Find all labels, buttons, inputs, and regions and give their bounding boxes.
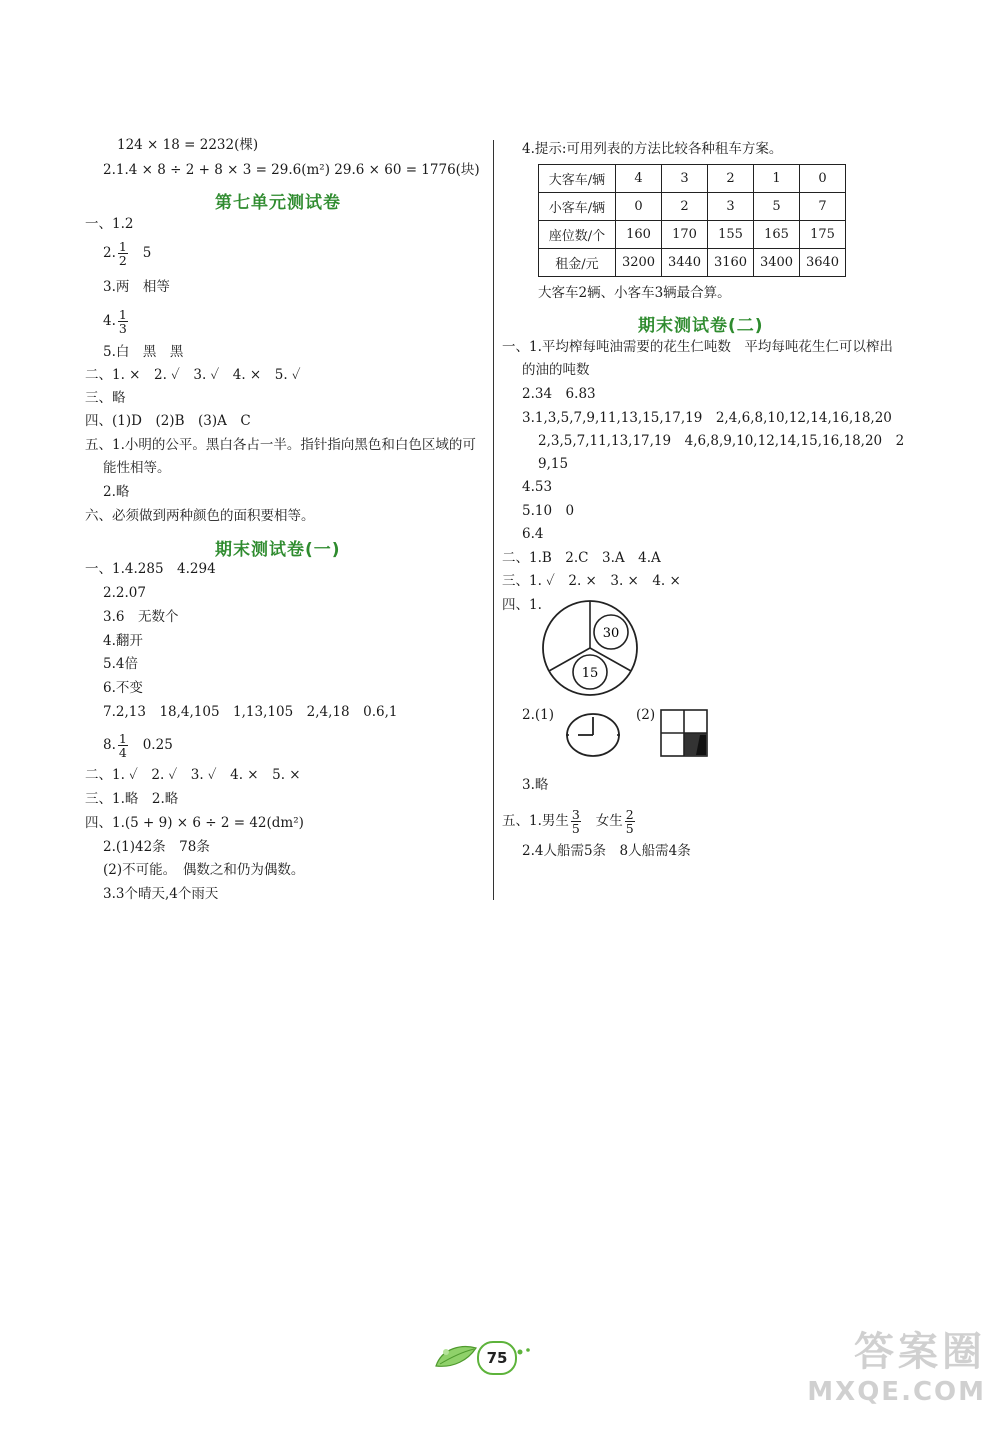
answer-line: 2,3,5,7,11,13,17,19 4,6,8,9,10,12,14,15,16,18,20 2 bbox=[538, 433, 905, 449]
answer-line: 三、略 bbox=[85, 390, 126, 406]
answer-line: 4. $\frac{1}{3}$ bbox=[103, 307, 127, 336]
answer-line: 2.(1) bbox=[522, 707, 555, 723]
answer-line: 2.34 6.83 bbox=[522, 386, 596, 402]
circle-diagram bbox=[540, 598, 640, 698]
table-cell: 3440 bbox=[662, 249, 708, 277]
table-cell: 3640 bbox=[800, 249, 846, 277]
table-cell: 5 bbox=[754, 193, 800, 221]
answer-line: 5.白 黑 黑 bbox=[103, 344, 184, 360]
table-cell: 3200 bbox=[616, 249, 662, 277]
section-title-unit7: 第七单元测试卷 bbox=[215, 193, 341, 213]
answer-line: 四、1.(5 + 9) × 6 ÷ 2 = 42(dm²) bbox=[85, 815, 304, 831]
answer-line: 五、1.小明的公平。黑白各占一半。指针指向黑色和白色区域的可 bbox=[85, 437, 476, 453]
fraction: $\frac{1}{2}$ bbox=[118, 239, 127, 268]
table-cell: 3 bbox=[708, 193, 754, 221]
section-title-final2: 期末测试卷(二) bbox=[638, 316, 764, 336]
table-row bbox=[539, 221, 846, 249]
answer-line: 3.1,3,5,7,9,11,13,15,17,19 2,4,6,8,10,12,14,16,18,20 bbox=[522, 410, 892, 426]
fraction: $\frac{1}{4}$ bbox=[118, 731, 127, 760]
answer-line: 6.4 bbox=[522, 526, 544, 542]
table-cell: 2 bbox=[662, 193, 708, 221]
table-cell: 155 bbox=[708, 221, 754, 249]
table-cell: 7 bbox=[800, 193, 846, 221]
answer-line: 2.4人船需5条 8人船需4条 bbox=[522, 843, 691, 859]
table-row bbox=[539, 165, 846, 193]
watermark-en: MXQE.COM bbox=[807, 1377, 986, 1407]
text-line: 4.提示:可用列表的方法比较各种租车方案。 bbox=[522, 141, 783, 157]
answer-line: 3.略 bbox=[522, 777, 549, 793]
table-cell: 0 bbox=[616, 193, 662, 221]
table-row-label: 租金/元 bbox=[539, 249, 616, 277]
text-line: 2.1.4 × 8 ÷ 2 + 8 × 3 = 29.6(m²) 29.6 × 60 = 1776(块) bbox=[103, 162, 480, 178]
table-cell: 175 bbox=[800, 221, 846, 249]
answer-line: 7.2,13 18,4,105 1,13,105 2,4,18 0.6,1 bbox=[103, 704, 398, 720]
answer-line: 一、1.平均榨每吨油需要的花生仁吨数 平均每吨花生仁可以榨出 bbox=[502, 339, 893, 355]
answer-line: 4.53 bbox=[522, 479, 553, 495]
table-row-label: 座位数/个 bbox=[539, 221, 616, 249]
answer-line: 2.(1)42条 78条 bbox=[103, 839, 210, 855]
answer-line: 六、必须做到两种颜色的面积要相等。 bbox=[85, 508, 315, 524]
circle-label: 15 bbox=[581, 666, 599, 681]
column-divider bbox=[493, 140, 494, 900]
answer-line: 4.翻开 bbox=[103, 633, 143, 649]
answer-line: 3.3个晴天,4个雨天 bbox=[103, 886, 219, 902]
rental-table bbox=[538, 164, 846, 277]
circle-label: 30 bbox=[602, 626, 620, 641]
answer-line: 五、1.男生 $\frac{3}{5}$ 女生 $\frac{2}{5}$ bbox=[502, 807, 634, 836]
answer-line: 二、1. ✓ 2. ✓ 3. ✓ 4. × 5. × bbox=[85, 767, 301, 783]
fraction: $\frac{3}{5}$ bbox=[571, 807, 580, 836]
answer-line: 5.10 0 bbox=[522, 503, 575, 519]
text-line: 大客车2辆、小客车3辆最合算。 bbox=[538, 285, 731, 301]
answer-line: 的油的吨数 bbox=[522, 362, 590, 378]
answer-line: 3.6 无数个 bbox=[103, 609, 179, 625]
answer-line: 能性相等。 bbox=[103, 460, 171, 476]
table-cell: 3400 bbox=[754, 249, 800, 277]
answer-line: 3.两 相等 bbox=[103, 279, 170, 295]
grid-square-diagram bbox=[660, 709, 710, 757]
table-row bbox=[539, 193, 846, 221]
table-row bbox=[539, 249, 846, 277]
table-cell: 4 bbox=[616, 165, 662, 193]
answer-line: 5.4倍 bbox=[103, 656, 138, 672]
answer-line: (2)不可能。 偶数之和仍为偶数。 bbox=[103, 862, 305, 878]
fraction: $\frac{1}{3}$ bbox=[118, 307, 127, 336]
answer-line: 8. $\frac{1}{4}$ 0.25 bbox=[103, 731, 173, 760]
fraction: $\frac{2}{5}$ bbox=[625, 807, 634, 836]
answer-line: 一、1.4.285 4.294 bbox=[85, 561, 216, 577]
answer-line: 二、1. × 2. ✓ 3. ✓ 4. × 5. ✓ bbox=[85, 367, 301, 383]
answer-line: 2.2.07 bbox=[103, 585, 146, 601]
answer-line: 6.不变 bbox=[103, 680, 143, 696]
clock-icon bbox=[564, 711, 622, 759]
table-cell: 3 bbox=[662, 165, 708, 193]
table-cell: 170 bbox=[662, 221, 708, 249]
table-cell: 1 bbox=[754, 165, 800, 193]
table-row-label: 大客车/辆 bbox=[539, 165, 616, 193]
answer-line: (2) bbox=[636, 707, 656, 723]
table-cell: 3160 bbox=[708, 249, 754, 277]
watermark-cn: 答案圈 bbox=[854, 1329, 986, 1375]
answer-line: 2. $\frac{1}{2}$ 5 bbox=[103, 239, 152, 268]
answer-line: 9,15 bbox=[538, 456, 569, 472]
table-row-label: 小客车/辆 bbox=[539, 193, 616, 221]
text-line: 124 × 18 = 2232(棵) bbox=[117, 137, 259, 153]
table-cell: 2 bbox=[708, 165, 754, 193]
answer-line: 一、1.2 bbox=[85, 216, 134, 232]
table-cell: 165 bbox=[754, 221, 800, 249]
answer-line: 三、1. ✓ 2. × 3. × 4. × bbox=[502, 573, 681, 589]
answer-line: 四、(1)D (2)B (3)A C bbox=[85, 413, 251, 429]
page-number: 75 bbox=[477, 1341, 517, 1375]
dot-decoration-icon bbox=[516, 1346, 536, 1358]
table-cell: 0 bbox=[800, 165, 846, 193]
watermark bbox=[807, 1320, 986, 1407]
answer-line: 四、1. bbox=[502, 597, 542, 613]
section-title-final1: 期末测试卷(一) bbox=[215, 540, 341, 560]
answer-line: 三、1.略 2.略 bbox=[85, 791, 179, 807]
answer-line: 二、1.B 2.C 3.A 4.A bbox=[502, 550, 661, 566]
table-cell: 160 bbox=[616, 221, 662, 249]
answer-line: 2.略 bbox=[103, 484, 130, 500]
leaf-decoration-icon bbox=[432, 1338, 480, 1372]
